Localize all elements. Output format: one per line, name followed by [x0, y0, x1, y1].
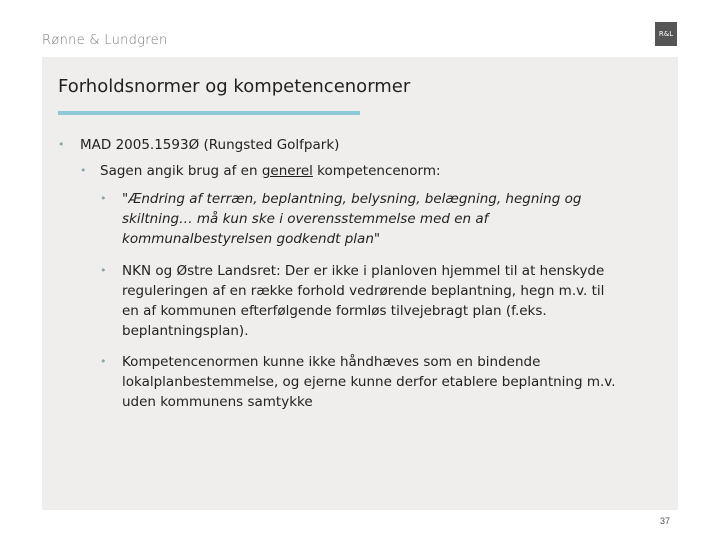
bullet-level3-item — [122, 261, 604, 341]
bullet-line: reguleringen af en række forhold vedrørende beplantning, hegn m.v. til — [122, 283, 605, 299]
bullet-line: kommunalbestyrelsen godkendt plan" — [122, 231, 381, 247]
title-underline-rule — [58, 111, 360, 115]
bullet-line: skiltning… må kun ske i overensstemmelse med en af — [122, 211, 489, 227]
bullet-line: NKN og Østre Landsret: Der er ikke i planloven hjemmel til at henskyde — [122, 263, 605, 279]
bullet-icon: • — [100, 264, 107, 277]
bullet-line: en af kommunen efterfølgende formløs tilvejebragt plan (f.eks. — [122, 303, 547, 319]
bullet-icon: • — [100, 355, 107, 368]
bullet-level2-post: kompetencenorm: — [312, 163, 441, 179]
bullet-level1: MAD 2005.1593Ø (Rungsted Golfpark) — [80, 137, 340, 153]
slide-title: Forholdsnormer og kompetencenormer — [58, 76, 411, 97]
company-logo: Rønne & Lundgren — [42, 33, 168, 48]
bullet-line: uden kommunens samtykke — [122, 394, 313, 410]
bullet-line: beplantningsplan). — [122, 323, 249, 339]
bullet-icon: • — [80, 164, 87, 177]
bullet-level2-pre: Sagen angik brug af en — [100, 163, 262, 179]
bullet-level3-item — [122, 352, 616, 412]
bullet-level2 — [100, 161, 441, 181]
bullet-icon: • — [100, 192, 107, 205]
bullet-level3-item — [122, 189, 581, 249]
bullet-level2-underlined: generel — [261, 163, 313, 179]
brand-badge: R&L — [655, 22, 677, 46]
bullet-line: "Ændring af terræn, beplantning, belysning, belægning, hegning og — [122, 191, 582, 207]
page-number: 37 — [660, 516, 671, 526]
bullet-line: lokalplanbestemmelse, og ejerne kunne derfor etablere beplantning m.v. — [122, 374, 616, 390]
bullet-icon: • — [58, 138, 65, 151]
bullet-line: Kompetencenormen kunne ikke håndhæves som en bindende — [122, 354, 541, 370]
